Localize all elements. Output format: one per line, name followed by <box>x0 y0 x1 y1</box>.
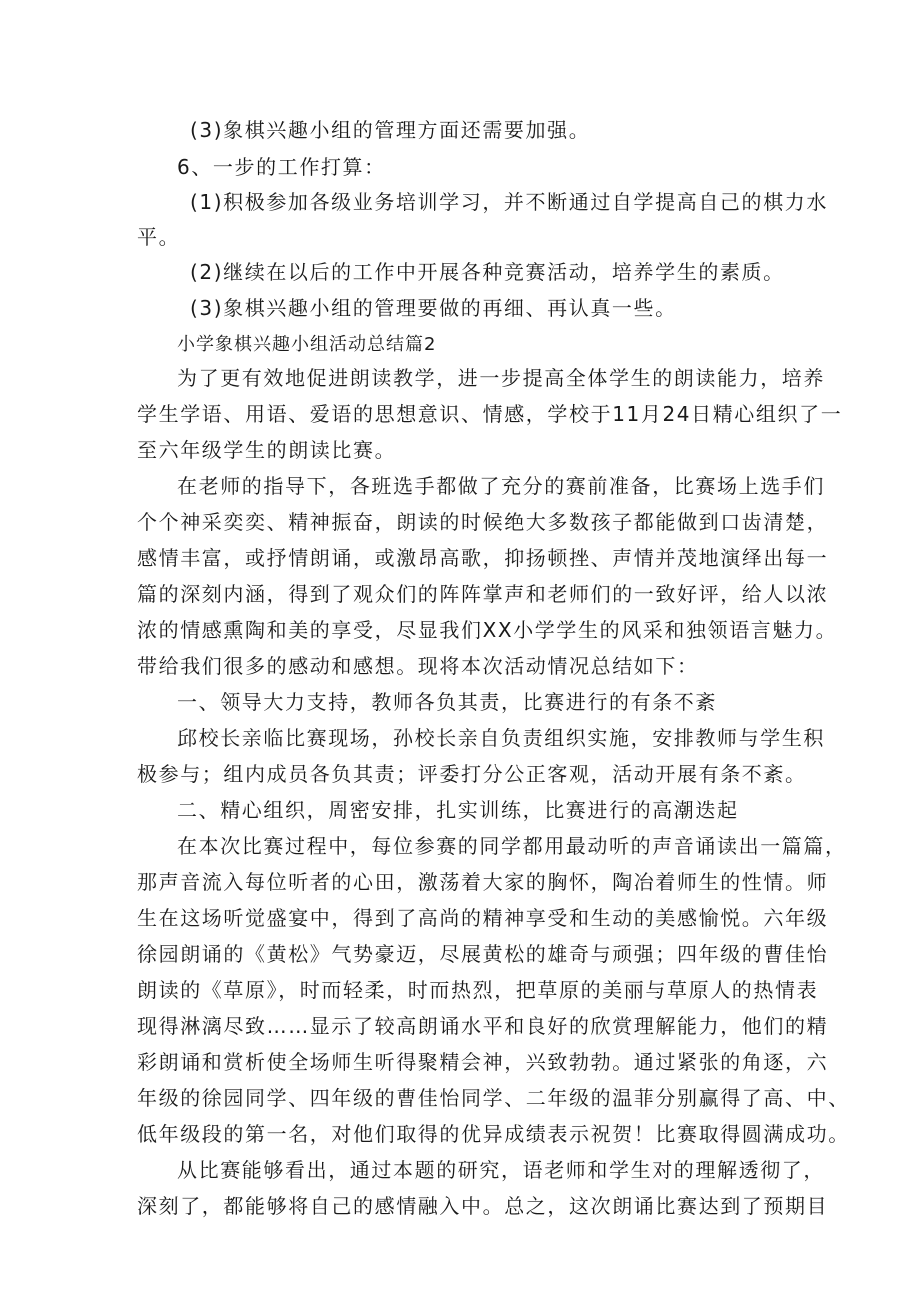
text-line: 低年级段的第一名，对他们取得的优异成绩表示祝贺！比赛取得圆满成功。 <box>137 1122 850 1146</box>
text-line: 年级的徐园同学、四年级的曹佳怡同学、二年级的温菲分别赢得了高、中、 <box>137 1086 850 1110</box>
article-title: 小学象棋兴趣小组活动总结篇2 <box>177 334 437 355</box>
text-line: 个个神采奕奕、精神振奋，朗读的时候绝大多数孩子都能做到口齿清楚， <box>137 510 829 534</box>
text-line: 深刻了，都能够将自己的感情融入中。总之，这次朗诵比赛达到了预期目 <box>137 1194 829 1218</box>
text-line: (2)继续在以后的工作中开展各种竞赛活动，培养学生的素质。 <box>190 260 785 284</box>
text-line: (3)象棋兴趣小组的管理要做的再细、再认真一些。 <box>190 296 677 320</box>
text-line: 极参与；组内成员各负其责；评委打分公正客观，活动开展有条不紊。 <box>137 762 807 786</box>
text-line: 在老师的指导下，各班选手都做了充分的赛前准备，比赛场上选手们 <box>177 474 825 498</box>
section-heading: 一、领导大力支持，教师各负其责，比赛进行的有条不紊 <box>177 690 717 714</box>
section-heading: 6、一步的工作打算： <box>177 155 386 179</box>
text-line: 篇的深刻内涵，得到了观众们的阵阵掌声和老师们的一致好评，给人以浓 <box>137 582 829 606</box>
text-line: 生在这场听觉盛宴中，得到了高尚的精神享受和生动的美感愉悦。六年级 <box>137 906 829 930</box>
text-line: 浓的情感熏陶和美的享受，尽显我们XX小学学生的风采和独领语言魅力。 <box>137 618 838 642</box>
text-line: 平。 <box>137 225 181 249</box>
text-line: (1)积极参加各级业务培训学习，并不断通过自学提高自己的棋力水 <box>190 190 828 214</box>
text-line: 带给我们很多的感动和感想。现将本次活动情况总结如下： <box>137 654 699 678</box>
text-line: 学生学语、用语、爱语的思想意识、情感，学校于11月24日精心组织了一 <box>137 402 843 426</box>
text-line: 在本次比赛过程中，每位参赛的同学都用最动听的声音诵读出一篇篇， <box>177 834 847 858</box>
text-line: 现得淋漓尽致……显示了较高朗诵水平和良好的欣赏理解能力，他们的精 <box>137 1014 829 1038</box>
text-line: 朗读的《草原》，时而轻柔，时而热烈，把草原的美丽与草原人的热情表 <box>137 978 819 1002</box>
text-line: 邱校长亲临比赛现场，孙校长亲自负责组织实施，安排教师与学生积 <box>177 726 825 750</box>
text-line: 为了更有效地促进朗读教学，进一步提高全体学生的朗读能力，培养 <box>177 366 825 390</box>
text-line: (3)象棋兴趣小组的管理方面还需要加强。 <box>190 118 591 142</box>
text-line: 感情丰富，或抒情朗诵，或激昂高歌，抑扬顿挫、声情并茂地演绎出每一 <box>137 546 829 570</box>
text-line: 从比赛能够看出，通过本题的研究，语老师和学生对的理解透彻了， <box>177 1158 825 1182</box>
text-line: 徐园朗诵的《黄松》气势豪迈，尽展黄松的雄奇与顽强；四年级的曹佳怡 <box>137 942 829 966</box>
text-line: 那声音流入每位听者的心田，激荡着大家的胸怀，陶冶着师生的性情。师 <box>137 870 829 894</box>
section-heading: 二、精心组织，周密安排，扎实训练，比赛进行的高潮迭起 <box>177 798 739 822</box>
text-line: 至六年级学生的朗读比赛。 <box>137 438 397 462</box>
text-line: 彩朗诵和赏析使全场师生听得聚精会神，兴致勃勃。通过紧张的角逐，六 <box>137 1050 829 1074</box>
